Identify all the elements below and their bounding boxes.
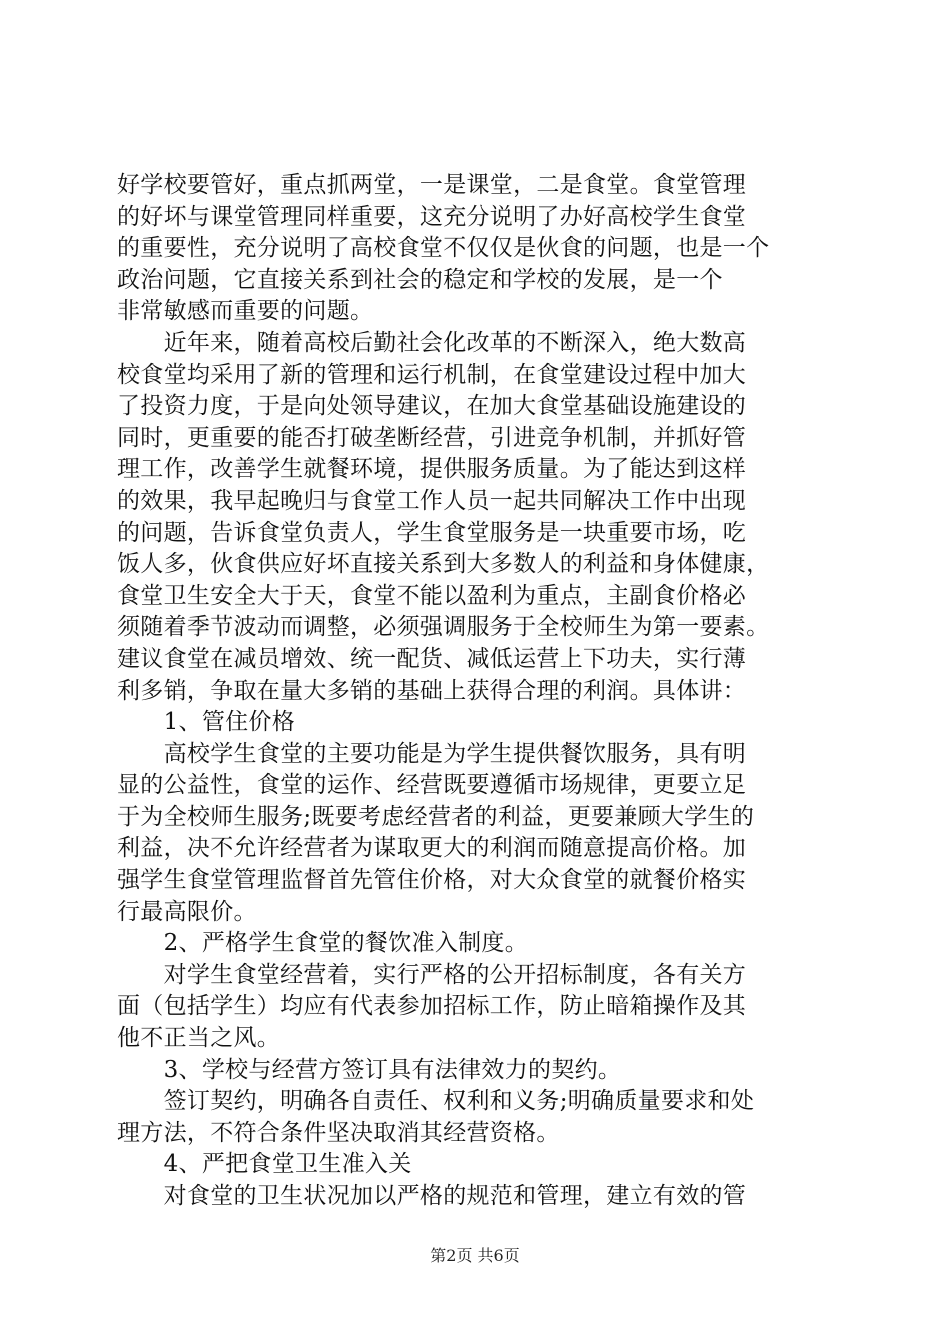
text-line: 理方法，不符合条件坚决取消其经营资格。 bbox=[117, 1119, 560, 1146]
text-line: 行最高限价。 bbox=[117, 898, 257, 925]
text-line: 强学生食堂管理监督首先管住价格，对大众食堂的就餐价格实 bbox=[117, 867, 747, 894]
body-text bbox=[117, 170, 835, 1213]
text-line: 4、严把食堂卫生准入关 bbox=[117, 1151, 412, 1178]
text-line: 他不正当之风。 bbox=[117, 1025, 281, 1052]
text-line: 利多销，争取在量大多销的基础上获得合理的利润。具体讲： bbox=[117, 677, 747, 704]
text-line: 理工作，改善学生就餐环境，提供服务质量。为了能达到这样 bbox=[117, 456, 747, 483]
text-line: 的问题，告诉食堂负责人，学生食堂服务是一块重要市场，吃 bbox=[117, 519, 747, 546]
text-line: 了投资力度，于是向处领导建议，在加大食堂基础设施建设的 bbox=[117, 393, 747, 420]
text-line: 1、管住价格 bbox=[117, 709, 296, 736]
text-line: 须随着季节波动而调整，必须强调服务于全校师生为第一要素。 bbox=[117, 614, 770, 641]
text-line: 面（包括学生）均应有代表参加招标工作，防止暗箱操作及其 bbox=[117, 993, 747, 1020]
text-line: 的好坏与课堂管理同样重要，这充分说明了办好高校学生食堂 bbox=[117, 203, 747, 230]
text-line: 于为全校师生服务;既要考虑经营者的利益，更要兼顾大学生的 bbox=[117, 803, 755, 830]
page-footer: 第2页 共6页 bbox=[430, 1246, 520, 1265]
text-line: 显的公益性，食堂的运作、经营既要遵循市场规律，更要立足 bbox=[117, 772, 747, 799]
text-line: 好学校要管好，重点抓两堂，一是课堂，二是食堂。食堂管理 bbox=[117, 172, 747, 198]
text-line: 近年来，随着高校后勤社会化改革的不断深入，绝大数高 bbox=[117, 329, 747, 356]
text-line: 同时，更重要的能否打破垄断经营，引进竞争机制，并抓好管 bbox=[117, 424, 747, 451]
text-line: 签订契约，明确各自责任、权利和义务;明确质量要求和处 bbox=[117, 1088, 755, 1115]
text-line: 利益，决不允许经营者为谋取更大的利润而随意提高价格。加 bbox=[117, 835, 747, 862]
text-line: 校食堂均采用了新的管理和运行机制，在食堂建设过程中加大 bbox=[117, 361, 747, 388]
text-line: 食堂卫生安全大于天，食堂不能以盈利为重点，主副食价格必 bbox=[117, 582, 747, 609]
text-line: 的效果，我早起晚归与食堂工作人员一起共同解决工作中出现 bbox=[117, 487, 747, 514]
text-line: 建议食堂在减员增效、统一配货、减低运营上下功夫，实行薄 bbox=[117, 645, 747, 672]
text-line: 3、学校与经营方签订具有法律效力的契约。 bbox=[117, 1056, 622, 1083]
text-line: 对学生食堂经营着，实行严格的公开招标制度，各有关方 bbox=[117, 961, 747, 988]
text-line: 非常敏感而重要的问题。 bbox=[117, 298, 374, 325]
text-line: 的重要性，充分说明了高校食堂不仅仅是伙食的问题，也是一个 bbox=[117, 235, 770, 262]
text-line: 高校学生食堂的主要功能是为学生提供餐饮服务，具有明 bbox=[117, 740, 747, 767]
text-line: 饭人多，伙食供应好坏直接关系到大多数人的利益和身体健康， bbox=[117, 551, 770, 578]
text-line: 政治问题，它直接关系到社会的稳定和学校的发展，是一个 bbox=[117, 266, 723, 293]
text-line: 2、严格学生食堂的餐饮准入制度。 bbox=[117, 930, 529, 957]
text-line: 对食堂的卫生状况加以严格的规范和管理，建立有效的管 bbox=[117, 1183, 747, 1209]
